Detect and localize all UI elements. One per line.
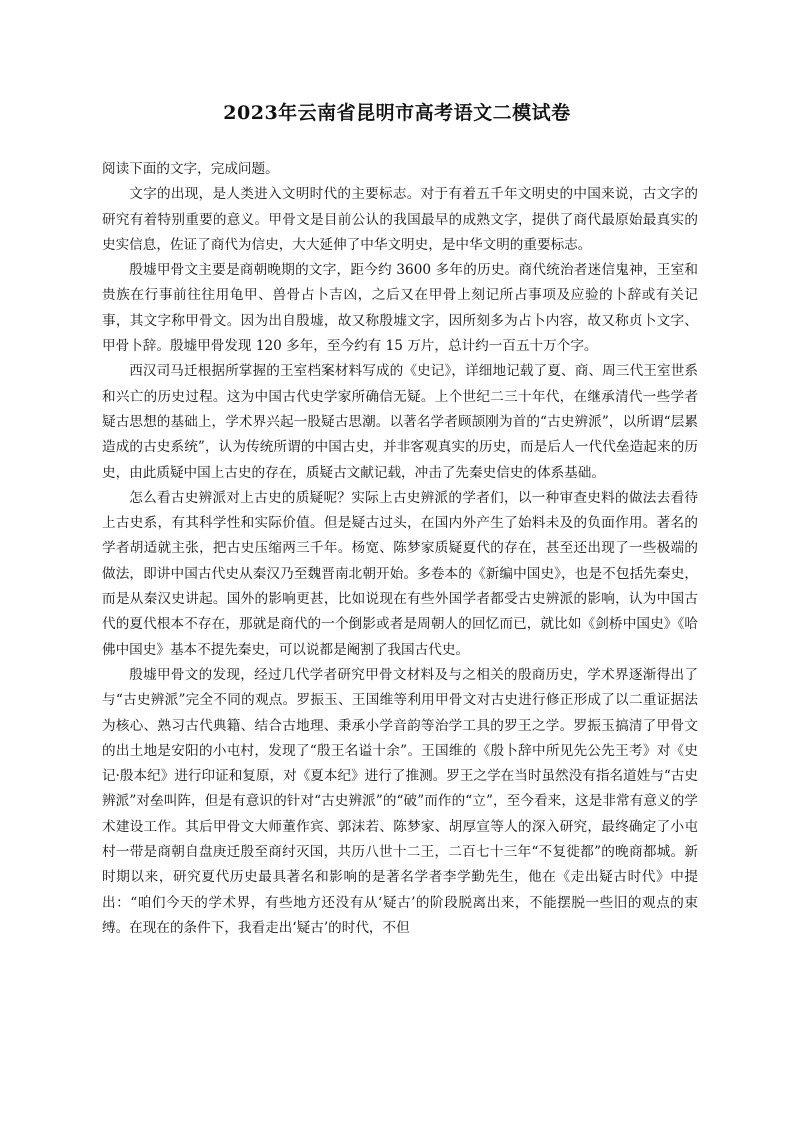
reading-instruction: 阅读下面的文字，完成问题。: [102, 161, 279, 177]
paragraph-1: 文字的出现，是人类进入文明时代的主要标志。对于有着五千年文明史的中国来说，古文字的研究有着特别重要的意义。甲骨文是目前公认的我国最早的成熟文字，提供了商代最原始最真实的史实信息，佐证了商代为信史，大大延伸了中华文明史，是中华文明的重要标志。: [102, 186, 698, 253]
document-title: 2023年云南省昆明市高考语文二模试卷: [223, 102, 571, 124]
paragraph-3: 西汉司马迁根据所掌握的王室档案材料写成的《史记》，详细地记载了夏、商、周三代王室世系和兴亡的历史过程。这为中国古代史学家所确信无疑。上个世纪二三十年代，在继承清代一些学者疑古思想的基础上，学术界兴起一股疑古思潮。以著名学者顾颉刚为首的“古史辨派”，以所谓“层累造成的古史系统”，认为传统所谓的中国古史，并非客观真实的历史，而是后人一代代垒造起来的历史，由此质疑中国上古史的存在，质疑古文献记载，冲击了先秦史信史的体系基础。: [102, 363, 698, 481]
document-body: [102, 157, 698, 941]
paragraph-2: 殷墟甲骨文主要是商朝晚期的文字，距今约 3600 多年的历史。商代统治者迷信鬼神，王室和贵族在行事前往往用龟甲、兽骨占卜吉凶，之后又在甲骨上刻记所占事项及应验的卜辞或有关记事，其文字称甲骨文。因为出自殷墟，故又称殷墟文字，因所刻多为占卜内容，故又称贞卜文字、甲骨卜辞。殷墟甲骨发现 120 多年，至今约有 15 万片，总计约一百五十万个字。: [102, 262, 698, 355]
paragraph-5: 殷墟甲骨文的发现，经过几代学者研究甲骨文材料及与之相关的殷商历史，学术界逐渐得出了与“古史辨派”完全不同的观点。罗振玉、王国维等利用甲骨文对古史进行修正形成了以二重证据法为核心、熟习古代典籍、结合古地理、秉承小学音韵等治学工具的罗王之学。罗振玉搞清了甲骨文的出土地是安阳的小屯村，发现了“殷王名谥十余”。王国维的《殷卜辞中所见先公先王考》对《史记·殷本纪》进行印证和复原，对《夏本纪》进行了推测。罗王之学在当时虽然没有指名道姓与“古史辨派”对垒叫阵，但是有意识的针对“古史辨派”的“破”而作的“立”，至今看来，这是非常有意义的学术建设工作。其后甲骨文大师董作宾、郭沫若、陈梦家、胡厚宣等人的深入研究，最终确定了小屯村一带是商朝自盘庚迁殷至商纣灭国，共历八世十二王，二百七十三年“不复徙都”的晚商都城。新时期以来，研究夏代历史最具著名和影响的是著名学者李学勤先生，他在《走出疑古时代》中提出：“咱们今天的学术界，有些地方还没有从‘疑古’的阶段脱离出来，不能摆脱一些旧的观点的束缚。在现在的条件下，我看走出‘疑古’的时代，不但: [102, 666, 698, 936]
paragraph-4: 怎么看古史辨派对上古史的质疑呢？实际上古史辨派的学者们，以一种审查史料的做法去看待上古史系，有其科学性和实际价值。但是疑古过头，在国内外产生了始料未及的负面作用。著名的学者胡适就主张，把古史压缩两三千年。杨宽、陈梦家质疑夏代的存在，甚至还出现了一些极端的做法，即讲中国古代史从秦汉乃至魏晋南北朝开始。多卷本的《新编中国史》，也是不包括先秦史，而是从秦汉史讲起。国外的影响更甚，比如说现在有些外国学者都受古史辨派的影响，认为中国古代的夏代根本不存在，那就是商代的一个倒影或者是周朝人的回忆而已，就比如《剑桥中国史》《哈佛中国史》基本不提先秦史，可以说都是阉割了我国古代史。: [102, 489, 698, 658]
